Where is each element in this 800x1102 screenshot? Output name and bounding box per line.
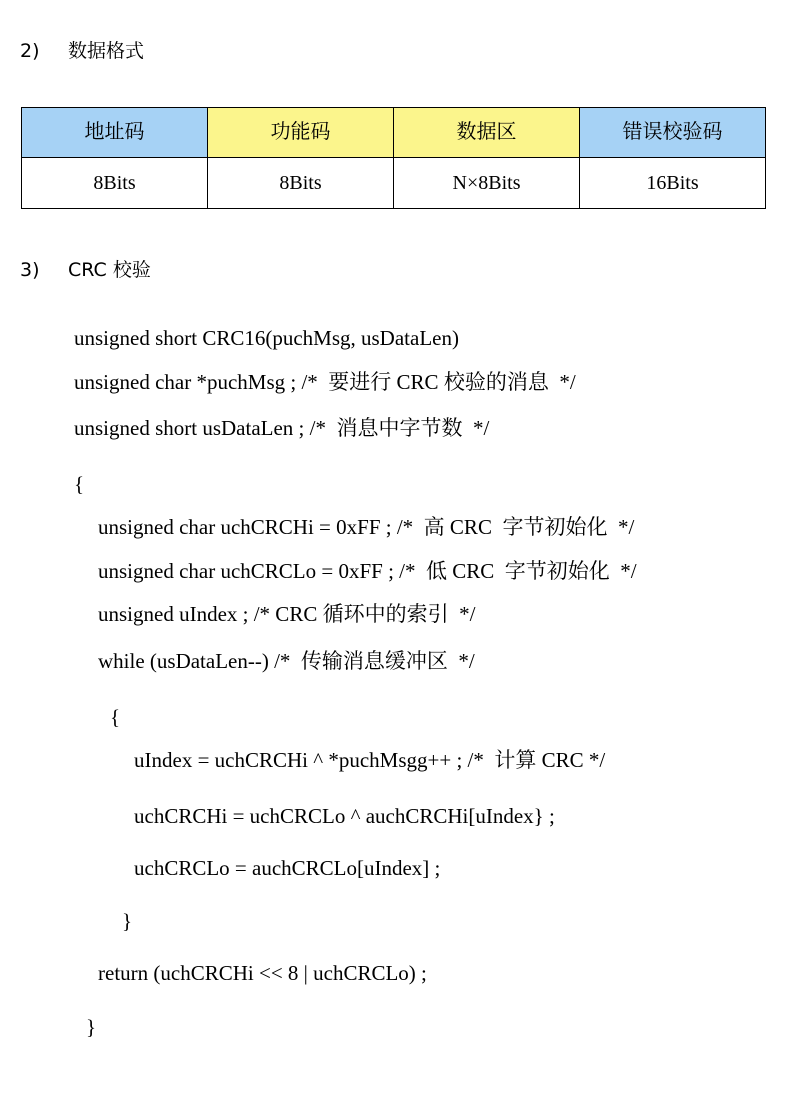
value-data-area: N×8Bits xyxy=(394,158,580,209)
section-3-title: CRC 校验 xyxy=(68,259,151,281)
section-2-title: 数据格式 xyxy=(68,40,145,62)
section-2-heading xyxy=(20,39,144,63)
code-line-open-brace: { xyxy=(74,472,85,496)
code-line-init-crc-lo: unsigned char uchCRCLo = 0xFF ; /* 低 CRC 字节初始化 */ xyxy=(98,559,637,583)
section-3-heading xyxy=(20,258,151,282)
value-error-check-code: 16Bits xyxy=(580,158,766,209)
code-line-loop-open-brace: { xyxy=(110,705,121,729)
header-error-check-code: 错误校验码 xyxy=(580,108,766,158)
code-line-close-brace: } xyxy=(86,1015,97,1039)
code-line-compute-index: uIndex = uchCRCHi ^ *puchMsgg++ ; /* 计算 CRC */ xyxy=(134,748,606,772)
value-function-code: 8Bits xyxy=(208,158,394,209)
code-line-loop-close-brace: } xyxy=(122,909,133,933)
section-3-number: 3) xyxy=(20,259,40,281)
value-address-code: 8Bits xyxy=(22,158,208,209)
code-line-while-loop: while (usDataLen--) /* 传输消息缓冲区 */ xyxy=(98,649,475,673)
code-line-function-signature: unsigned short CRC16(puchMsg, usDataLen) xyxy=(74,326,459,350)
header-data-area: 数据区 xyxy=(394,108,580,158)
frame-format-value-row xyxy=(22,158,766,209)
frame-format-header-row xyxy=(22,108,766,158)
code-line-update-crc-lo: uchCRCLo = auchCRCLo[uIndex] ; xyxy=(134,856,441,880)
code-line-declare-index: unsigned uIndex ; /* CRC 循环中的索引 */ xyxy=(98,602,476,626)
code-line-update-crc-hi: uchCRCHi = uchCRCLo ^ auchCRCHi[uIndex} ; xyxy=(134,804,555,828)
code-line-return: return (uchCRCHi << 8 | uchCRCLo) ; xyxy=(98,961,427,985)
section-2-number: 2) xyxy=(20,40,40,62)
header-function-code: 功能码 xyxy=(208,108,394,158)
header-address-code: 地址码 xyxy=(22,108,208,158)
code-line-init-crc-hi: unsigned char uchCRCHi = 0xFF ; /* 高 CRC 字节初始化 */ xyxy=(98,515,635,539)
code-line-param-usdatalen: unsigned short usDataLen ; /* 消息中字节数 */ xyxy=(74,416,490,440)
frame-format-table xyxy=(21,107,766,209)
code-line-param-puchmsg: unsigned char *puchMsg ; /* 要进行 CRC 校验的消息 */ xyxy=(74,370,576,394)
